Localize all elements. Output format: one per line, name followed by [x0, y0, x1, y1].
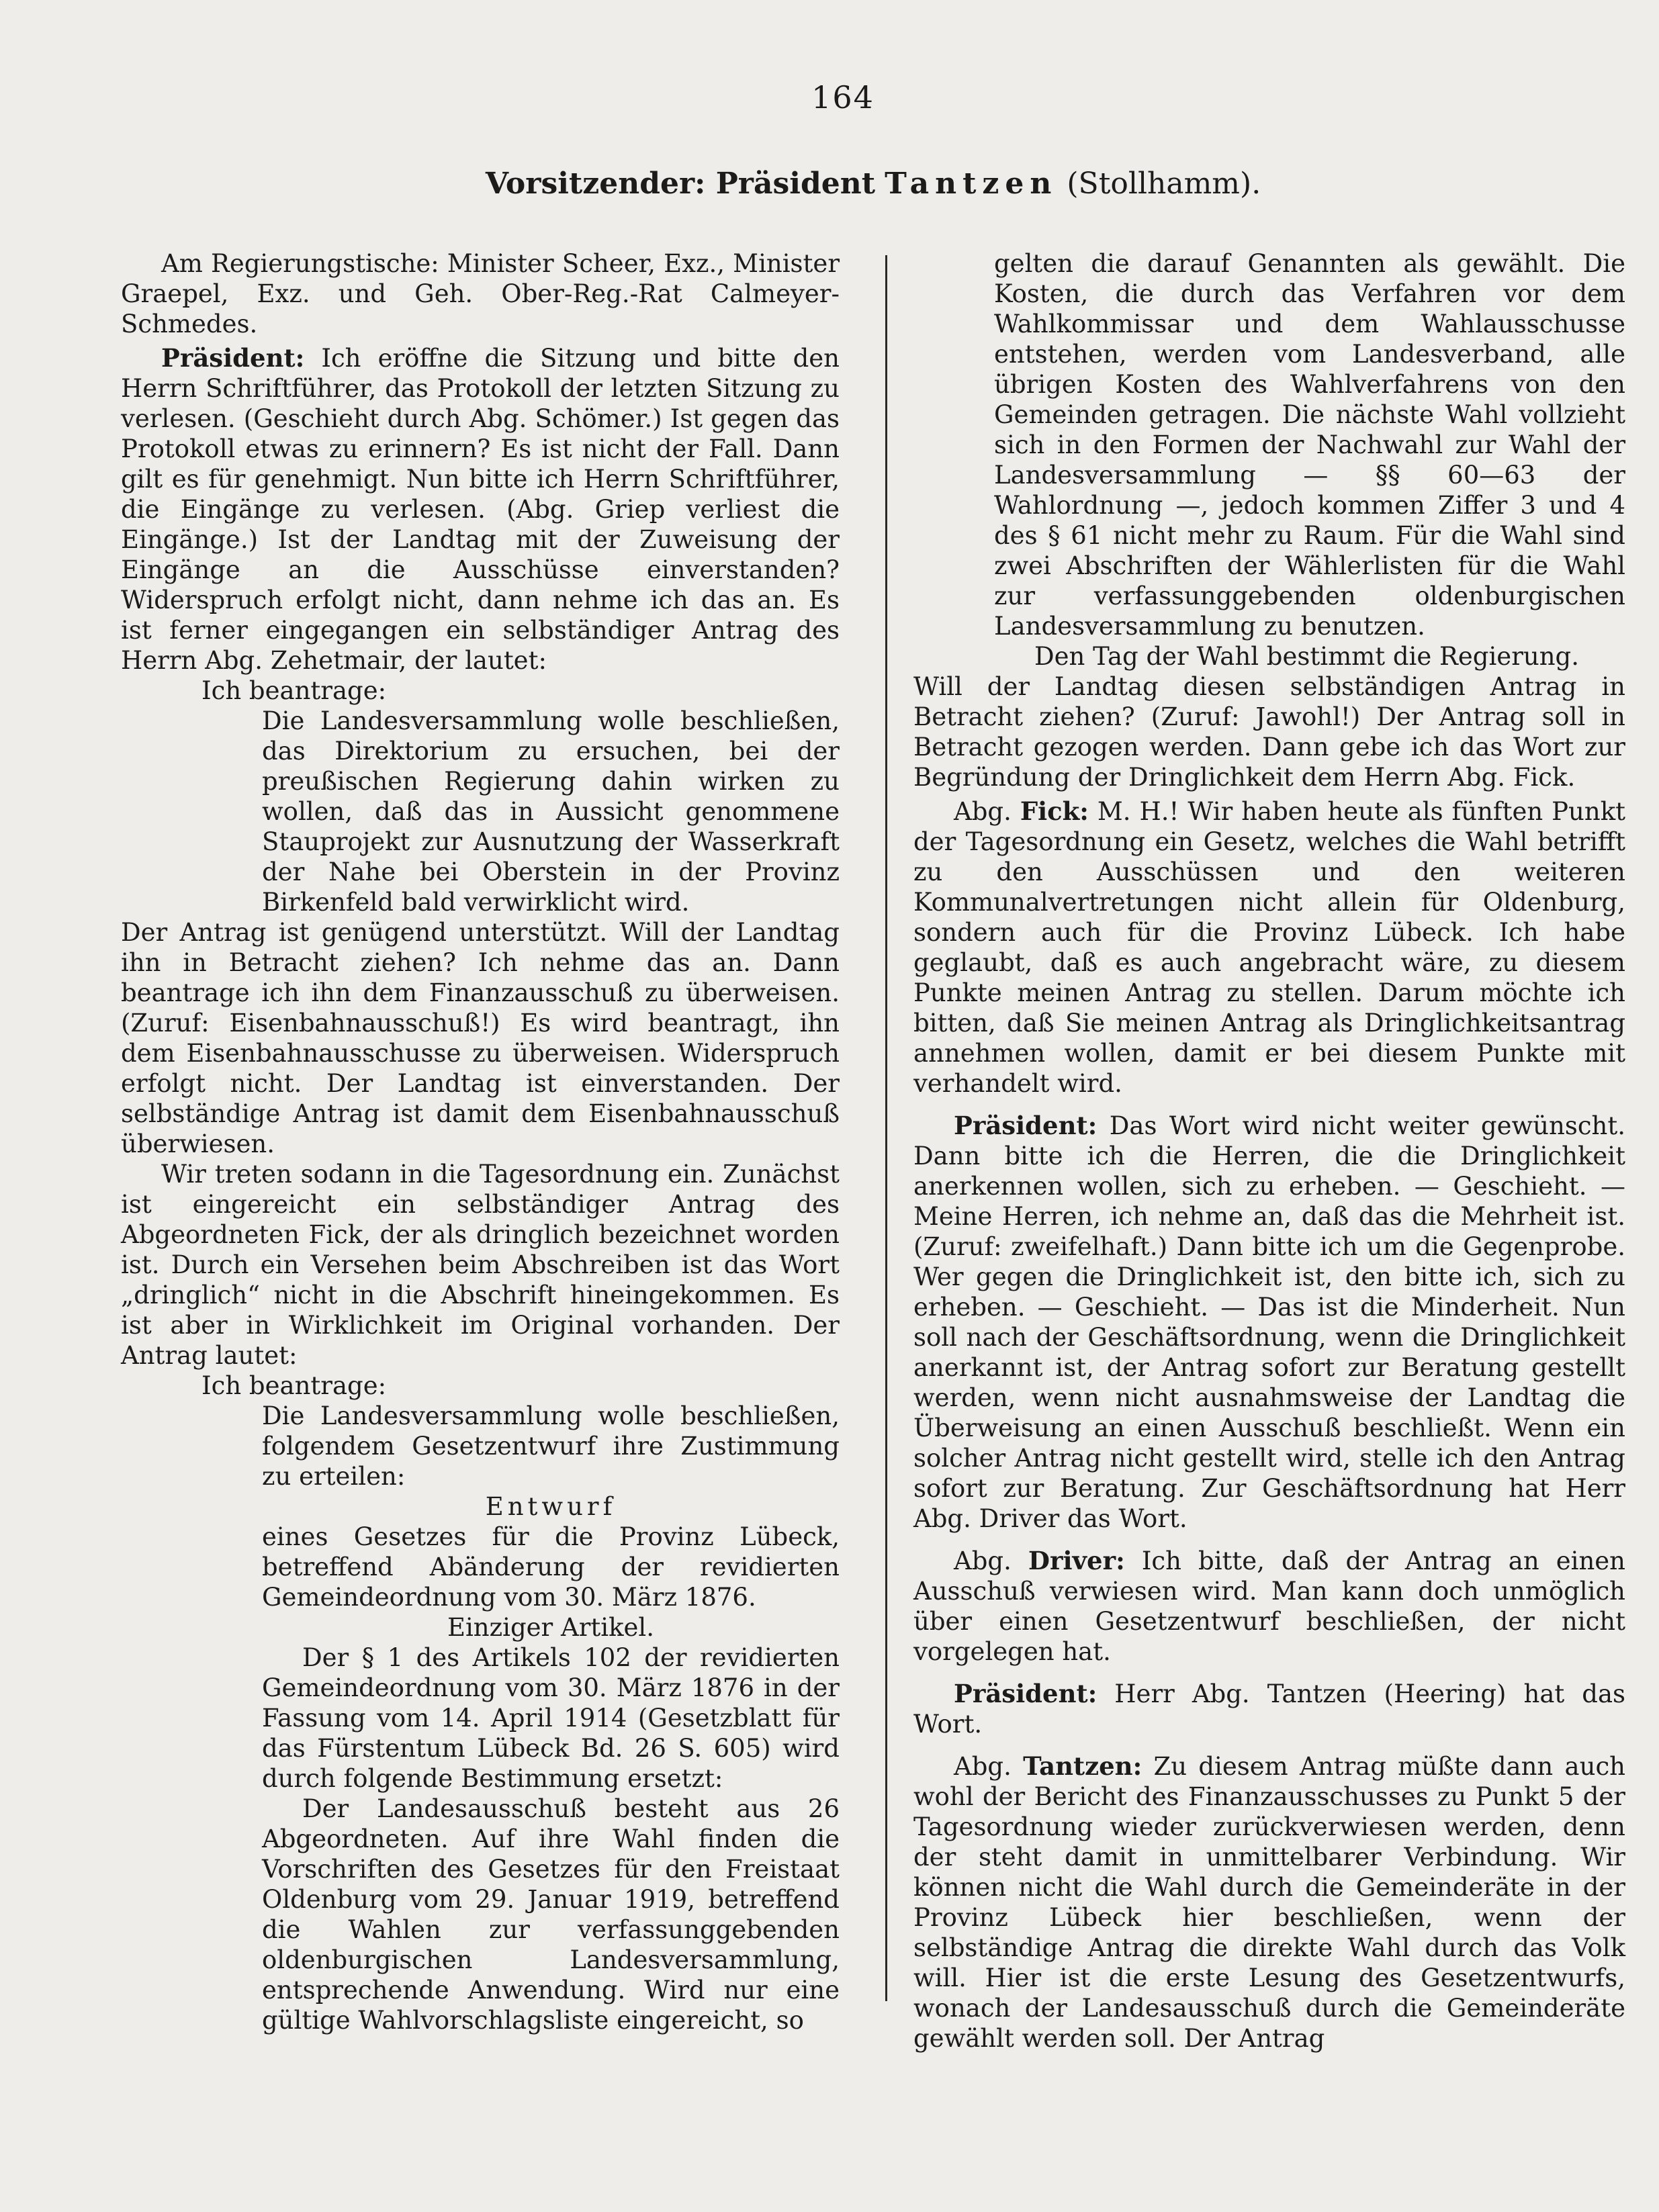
- president-opening: [121, 343, 840, 676]
- motion-text: Die Landesversammlung wolle beschließen, das Direktorium zu ersuchen, bei der preußischen Regierung dahin wirken zu wollen, daß das in Aussicht genommene Stauprojekt zur Ausnutzung der Wasserkraft der Nahe bei Oberstein in der Provinz Birkenfeld bald verwirklicht wird.: [262, 706, 840, 917]
- speech-driver: [913, 1546, 1625, 1667]
- article-paragraph: Der § 1 des Artikels 102 der revidierten Gemeindeordnung vom 30. März 1876 in der Fassung vom 14. April 1914 (Gesetzblatt für das Fürstentum Lübeck Bd. 26 S. 605) wird durch folgende Bestimmung ersetzt:: [262, 1643, 840, 1793]
- chair-place: (Stollhamm).: [1067, 167, 1261, 201]
- speaker-label: Tantzen:: [1023, 1751, 1142, 1781]
- motion-intro: Ich beantrage:: [201, 1371, 387, 1400]
- right-column: [913, 248, 1625, 2054]
- speaker-label: Präsident:: [954, 1111, 1097, 1140]
- motion-text: Die Landesversammlung wolle beschließen, folgendem Gesetzentwurf ihre Zustimmung zu erteilen:: [262, 1401, 840, 1491]
- speech-text: Zu diesem Antrag müßte dann auch wohl der Bericht des Finanzausschusses zu Punkt 5 der Tagesordnung wieder zurückverwiesen werden, denn der steht damit in unmittelbarer Verbindung. Wir können nicht die Wahl durch die Gemeinderäte in der Provinz Lübeck hier beschließen, wenn der selbständige Antrag die direkte Wahl durch das Volk will. Hier ist die erste Lesung des Gesetzentwurfs, wonach der Landesausschuß durch die Gemeinderäte gewählt werden soll. Der Antrag: [913, 1752, 1625, 2053]
- speaker-label: Präsident:: [161, 343, 305, 373]
- article-heading: Einziger Artikel.: [447, 1613, 655, 1642]
- speech-text: Ich bitte, daß der Antrag an einen Ausschuß verwiesen wird. Man kann doch unmöglich über einen Gesetzentwurf beschließen, der nicht vorgelegen hat.: [913, 1547, 1625, 1666]
- chair-label: Vorsitzender: Präsident: [485, 167, 876, 201]
- article-paragraph: Der Landesausschuß besteht aus 26 Abgeordneten. Auf ihre Wahl finden die Vorschriften des Gesetzes für den Freistaat Oldenburg vom 29. Januar 1919, betreffend die Wahlen zur verfassunggebenden oldenburgischen Landesversammlung, entsprechende Anwendung. Wird nur eine gültige Wahlvorschlagsliste eingereicht, so: [262, 1794, 840, 2035]
- page-number: 164: [811, 79, 875, 116]
- speaker-prefix: Abg.: [954, 797, 1012, 826]
- speaker-prefix: Abg.: [954, 1547, 1012, 1575]
- article-continuation: gelten die darauf Genannten als gewählt. Die Kosten, die durch das Verfahren vor dem Wahlkommissar und dem Wahlausschusse entstehen, werden vom Landesverband, alle übrigen Kosten des Wahlverfahrens von den Gemeinden getragen. Die nächste Wahl vollzieht sich in den Formen der Nachwahl zur Wahl der Landesversammlung — §§ 60—63 der Wahlordnung —, jedoch kommen Ziffer 3 und 4 des § 61 nicht mehr zu Raum. Für die Wahl sind zwei Abschriften der Wählerlisten für die Wahl zur verfassunggebenden oldenburgischen Landesversammlung zu benutzen.: [994, 249, 1625, 641]
- speech-text: M. H.! Wir haben heute als fünften Punkt der Tagesordnung ein Gesetz, welches die Wahl betrifft zu den Ausschüssen und den weiteren Kommunalvertretungen nicht allein für Oldenburg, sondern auch für die Provinz Lübeck. Ich habe geglaubt, daß es auch angebracht wäre, zu diesem Punkte meinen Antrag zu stellen. Darum möchte ich bitten, daß Sie meinen Antrag als Dringlichkeitsantrag annehmen wollen, damit er bei diesem Punkte mit verhandelt wird.: [913, 797, 1625, 1098]
- paragraph: Will der Landtag diesen selbständigen Antrag in Betracht ziehen? (Zuruf: Jawohl!) Der Antrag soll in Betracht gezogen werden. Dann gebe ich das Wort zur Begründung der Dringlichkeit dem Herrn Abg. Fick.: [913, 672, 1625, 792]
- speaker-label: Präsident:: [954, 1679, 1097, 1708]
- speech-text: Herr Abg. Tantzen (Heering) hat das Wort.: [913, 1679, 1626, 1739]
- motion-intro: Ich beantrage:: [201, 676, 387, 705]
- speech-tantzen: [913, 1751, 1625, 2054]
- paragraph: Wir treten sodann in die Tagesordnung ein. Zunächst ist eingereicht ein selbständiger Antrag des Abgeordneten Fick, der als dringlich bezeichnet worden ist. Durch ein Versehen beim Abschreiben ist das Wort „dringlich“ nicht in die Abschrift hineingekommen. Es ist aber in Wirklichkeit im Original vorhanden. Der Antrag lautet:: [121, 1160, 840, 1370]
- speech-text: Ich eröffne die Sitzung und bitte den Herrn Schriftführer, das Protokoll der letzten Sitzung zu verlesen. (Geschieht durch Abg. Schömer.) Ist gegen das Protokoll etwas zu erinnern? Es ist nicht der Fall. Dann gilt es für genehmigt. Nun bitte ich Herrn Schriftführer, die Eingänge zu verlesen. (Abg. Griep verliest die Eingänge.) Ist der Landtag mit der Zuweisung der Eingänge an die Ausschüsse einverstanden? Widerspruch erfolgt nicht, dann nehme ich das an. Es ist ferner eingegangen ein selbständiger Antrag des Herrn Abg. Zehetmair, der lautet:: [121, 344, 840, 675]
- speaker-label: Driver:: [1028, 1546, 1125, 1575]
- chair-heading: [470, 167, 1276, 201]
- left-column: [121, 248, 840, 2035]
- speech-text: Das Wort wird nicht weiter gewünscht. Dann bitte ich die Herren, die die Dringlichkeit anerkennen wollen, sich zu erheben. — Geschieht. — Meine Herren, ich nehme an, daß das die Mehrheit ist. (Zuruf: zweifelhaft.) Dann bitte ich um die Gegenprobe. Wer gegen die Dringlichkeit ist, den bitte ich, sich zu erheben. — Geschieht. — Das ist die Minderheit. Nun soll nach der Geschäftsordnung, wenn die Dringlichkeit anerkannt ist, der Antrag sofort zur Beratung gestellt werden, wenn nicht ausnahmsweise der Landtag die Überweisung an einen Ausschuß beschließt. Wenn ein solcher Antrag nicht gestellt wird, stelle ich den Antrag sofort zur Beratung. Zur Geschäftsordnung hat Herr Abg. Driver das Wort.: [913, 1111, 1625, 1533]
- column-divider: [885, 255, 887, 2001]
- draft-title: eines Gesetzes für die Provinz Lübeck, betreffend Abänderung der revidierten Gemeindeordnung vom 30. März 1876.: [262, 1522, 840, 1612]
- draft-heading: Entwurf: [485, 1492, 617, 1521]
- speaker-label: Fick:: [1020, 796, 1089, 826]
- government-bench: Am Regierungstische: Minister Scheer, Exz., Minister Graepel, Exz. und Geh. Ober-Reg.-Rat Calmeyer-Schmedes.: [121, 249, 840, 338]
- chair-name: Tantzen: [885, 167, 1058, 201]
- speech-fick: [913, 796, 1625, 1099]
- speech-president: [913, 1679, 1625, 1739]
- paragraph: Der Antrag ist genügend unterstützt. Will der Landtag ihn in Betracht ziehen? Ich nehme das an. Dann beantrage ich ihn dem Finanzausschuß zu überweisen. (Zuruf: Eisenbahnausschuß!) Es wird beantragt, ihn dem Eisenbahnausschusse zu überweisen. Widerspruch erfolgt nicht. Der Landtag ist einverstanden. Der selbständige Antrag ist damit dem Eisenbahnausschuß überwiesen.: [121, 918, 840, 1158]
- speaker-prefix: Abg.: [954, 1752, 1012, 1781]
- election-day: Den Tag der Wahl bestimmt die Regierung.: [1034, 642, 1580, 671]
- speech-president: [913, 1111, 1625, 1534]
